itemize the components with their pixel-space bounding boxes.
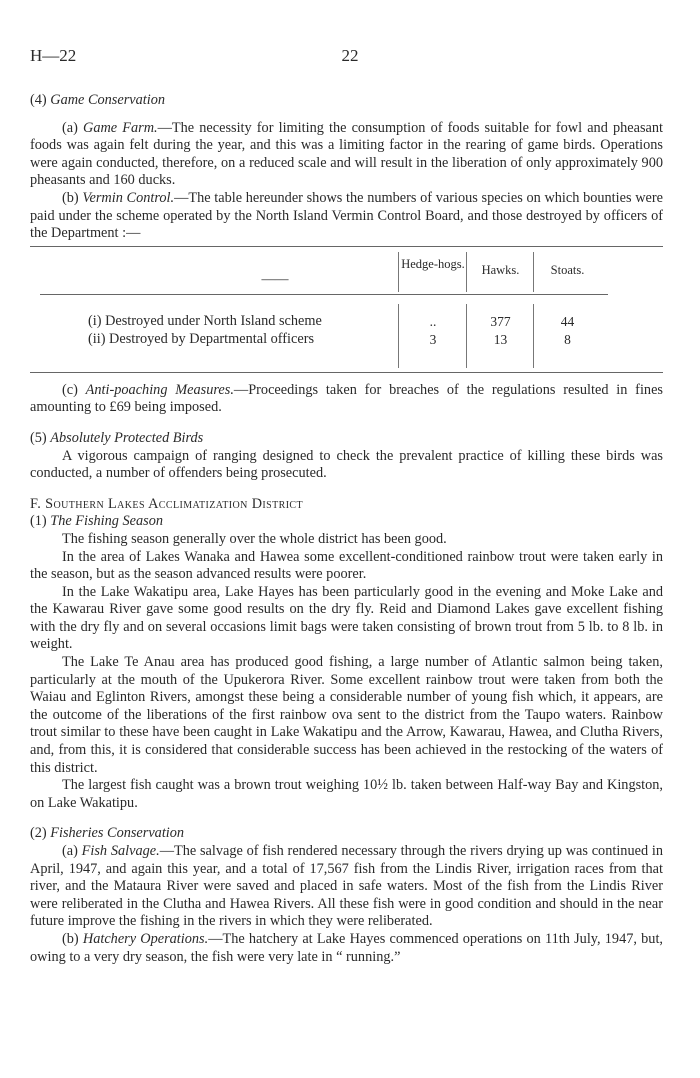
paragraph-game-farm: (a) Game Farm.—The necessity for limiting the consumption of foods suitable for fowl and pheasant foods was again felt during the year, and this was a limiting factor in the rearing of game birds. Operations were again conducted, therefore, on a reduced scale and will result in the liberation of only approximately 900 pheasants and 160 ducks. <box>30 119 663 189</box>
district-heading: F. Southern Lakes Acclimatization District <box>30 495 304 512</box>
page-header <box>30 46 670 68</box>
column-header-hedgehogs: Hedge-hogs. <box>401 256 465 271</box>
page-number: 22 <box>341 46 359 65</box>
cell-stoats: 8 <box>564 331 571 347</box>
paragraph-vermin-control: (b) Vermin Control.—The table hereunder shows the numbers of various species on which bounties were paid under the scheme operated by the North Island Vermin Control Board, and those destroyed by officers of the Department :— <box>30 189 663 242</box>
paragraph-protected-birds: A vigorous campaign of ranging designed to check the prevalent practice of killing these birds was conducted, a number of offenders being prosecuted. <box>30 447 663 482</box>
paragraph-anti-poaching: (c) Anti-poaching Measures.—Proceedings taken for breaches of the regulations resulted in fines amounting to £69 being imposed. <box>30 381 663 416</box>
paragraph-fishing: In the area of Lakes Wanaka and Hawea some excellent-conditioned rainbow trout were taken early in the season, but as the season advanced results were poorer. <box>30 548 663 583</box>
cell-hawks: 377 <box>490 313 511 329</box>
cell-hedgehogs: 3 <box>429 331 437 347</box>
cell-stoats: 44 <box>560 313 575 329</box>
cell-hedgehogs: .. <box>429 313 437 329</box>
column-header-hawks: Hawks. <box>481 262 520 277</box>
table-blank-header: —— <box>261 270 289 286</box>
paragraph-fishing: The Lake Te Anau area has produced good fishing, a large number of Atlantic salmon being taken, particularly at the mouth of the Upukerora River. Some excellent rainbow trout were taken from both the Waiau and Eglinton Rivers, amongst these being a considerable number of young fish which, it appears, are the outcome of the liberations of the first rainbow ova sent to the district from the Taupo waters. Rainbow trout similar to these have been caught in Lake Wakatipu and the Arrow, Kawarau, Hawea, and Clutha Rivers, and, from this, it is considered that considerable success has been achieved in the restocking of the waters of this district. <box>30 654 663 776</box>
table-rule-header <box>40 294 608 295</box>
table-rule-top <box>30 246 663 247</box>
vermin-table <box>30 246 663 382</box>
column-header-stoats: Stoats. <box>550 262 585 277</box>
paragraph-fishing: The fishing season generally over the whole district has been good. <box>62 530 447 547</box>
row-label-north-island: (i) Destroyed under North Island scheme <box>88 312 322 329</box>
section-heading-protected-birds: (5) Absolutely Protected Birds <box>30 429 204 446</box>
section-heading-fisheries-conservation: (2) Fisheries Conservation <box>30 825 185 842</box>
cell-hawks: 13 <box>493 331 508 347</box>
report-code: H—22 <box>30 46 77 65</box>
section-heading-game-conservation: (4) Game Conservation <box>30 92 166 108</box>
paragraph-fishing: The largest fish caught was a brown trout weighing 10½ lb. taken between Half-way Bay and Kingston, on Lake Wakatipu. <box>30 777 663 811</box>
table-rule-bottom <box>30 372 663 373</box>
paragraph-fishing: In the Lake Wakatipu area, Lake Hayes has been particularly good in the evening and Moke Lake and the Kawarau River gave some good results on the dry fly. Reid and Diamond Lakes gave excellent fishing with the dry fly and on several occasions limit bags were taken consisting of brown trout from 5 lb. to 8 lb. in weight. <box>30 583 663 653</box>
section-heading-fishing-season: (1) The Fishing Season <box>30 513 164 530</box>
paragraph-fish-salvage: (a) Fish Salvage.—The salvage of fish rendered necessary through the rivers drying up was continued in April, 1947, and again this year, and a total of 17,567 fish from the Lindis River, irrigation races from that river, and the Mataura River were saved and placed in safe waters. Most of the fish from the Lindis River were reliberated in the Clutha and Hawea Rivers. All these fish were in good condition and should in the near future improve the fishing in the rivers in which they were reliberated. <box>30 843 663 930</box>
paragraph-hatchery: (b) Hatchery Operations.—The hatchery at Lake Hayes commenced operations on 11th July, 1947, but, owing to a very dry season, the fish were very late in “ running.” <box>30 930 663 965</box>
row-label-departmental: (ii) Destroyed by Departmental officers <box>88 330 315 347</box>
page-body <box>30 92 663 966</box>
